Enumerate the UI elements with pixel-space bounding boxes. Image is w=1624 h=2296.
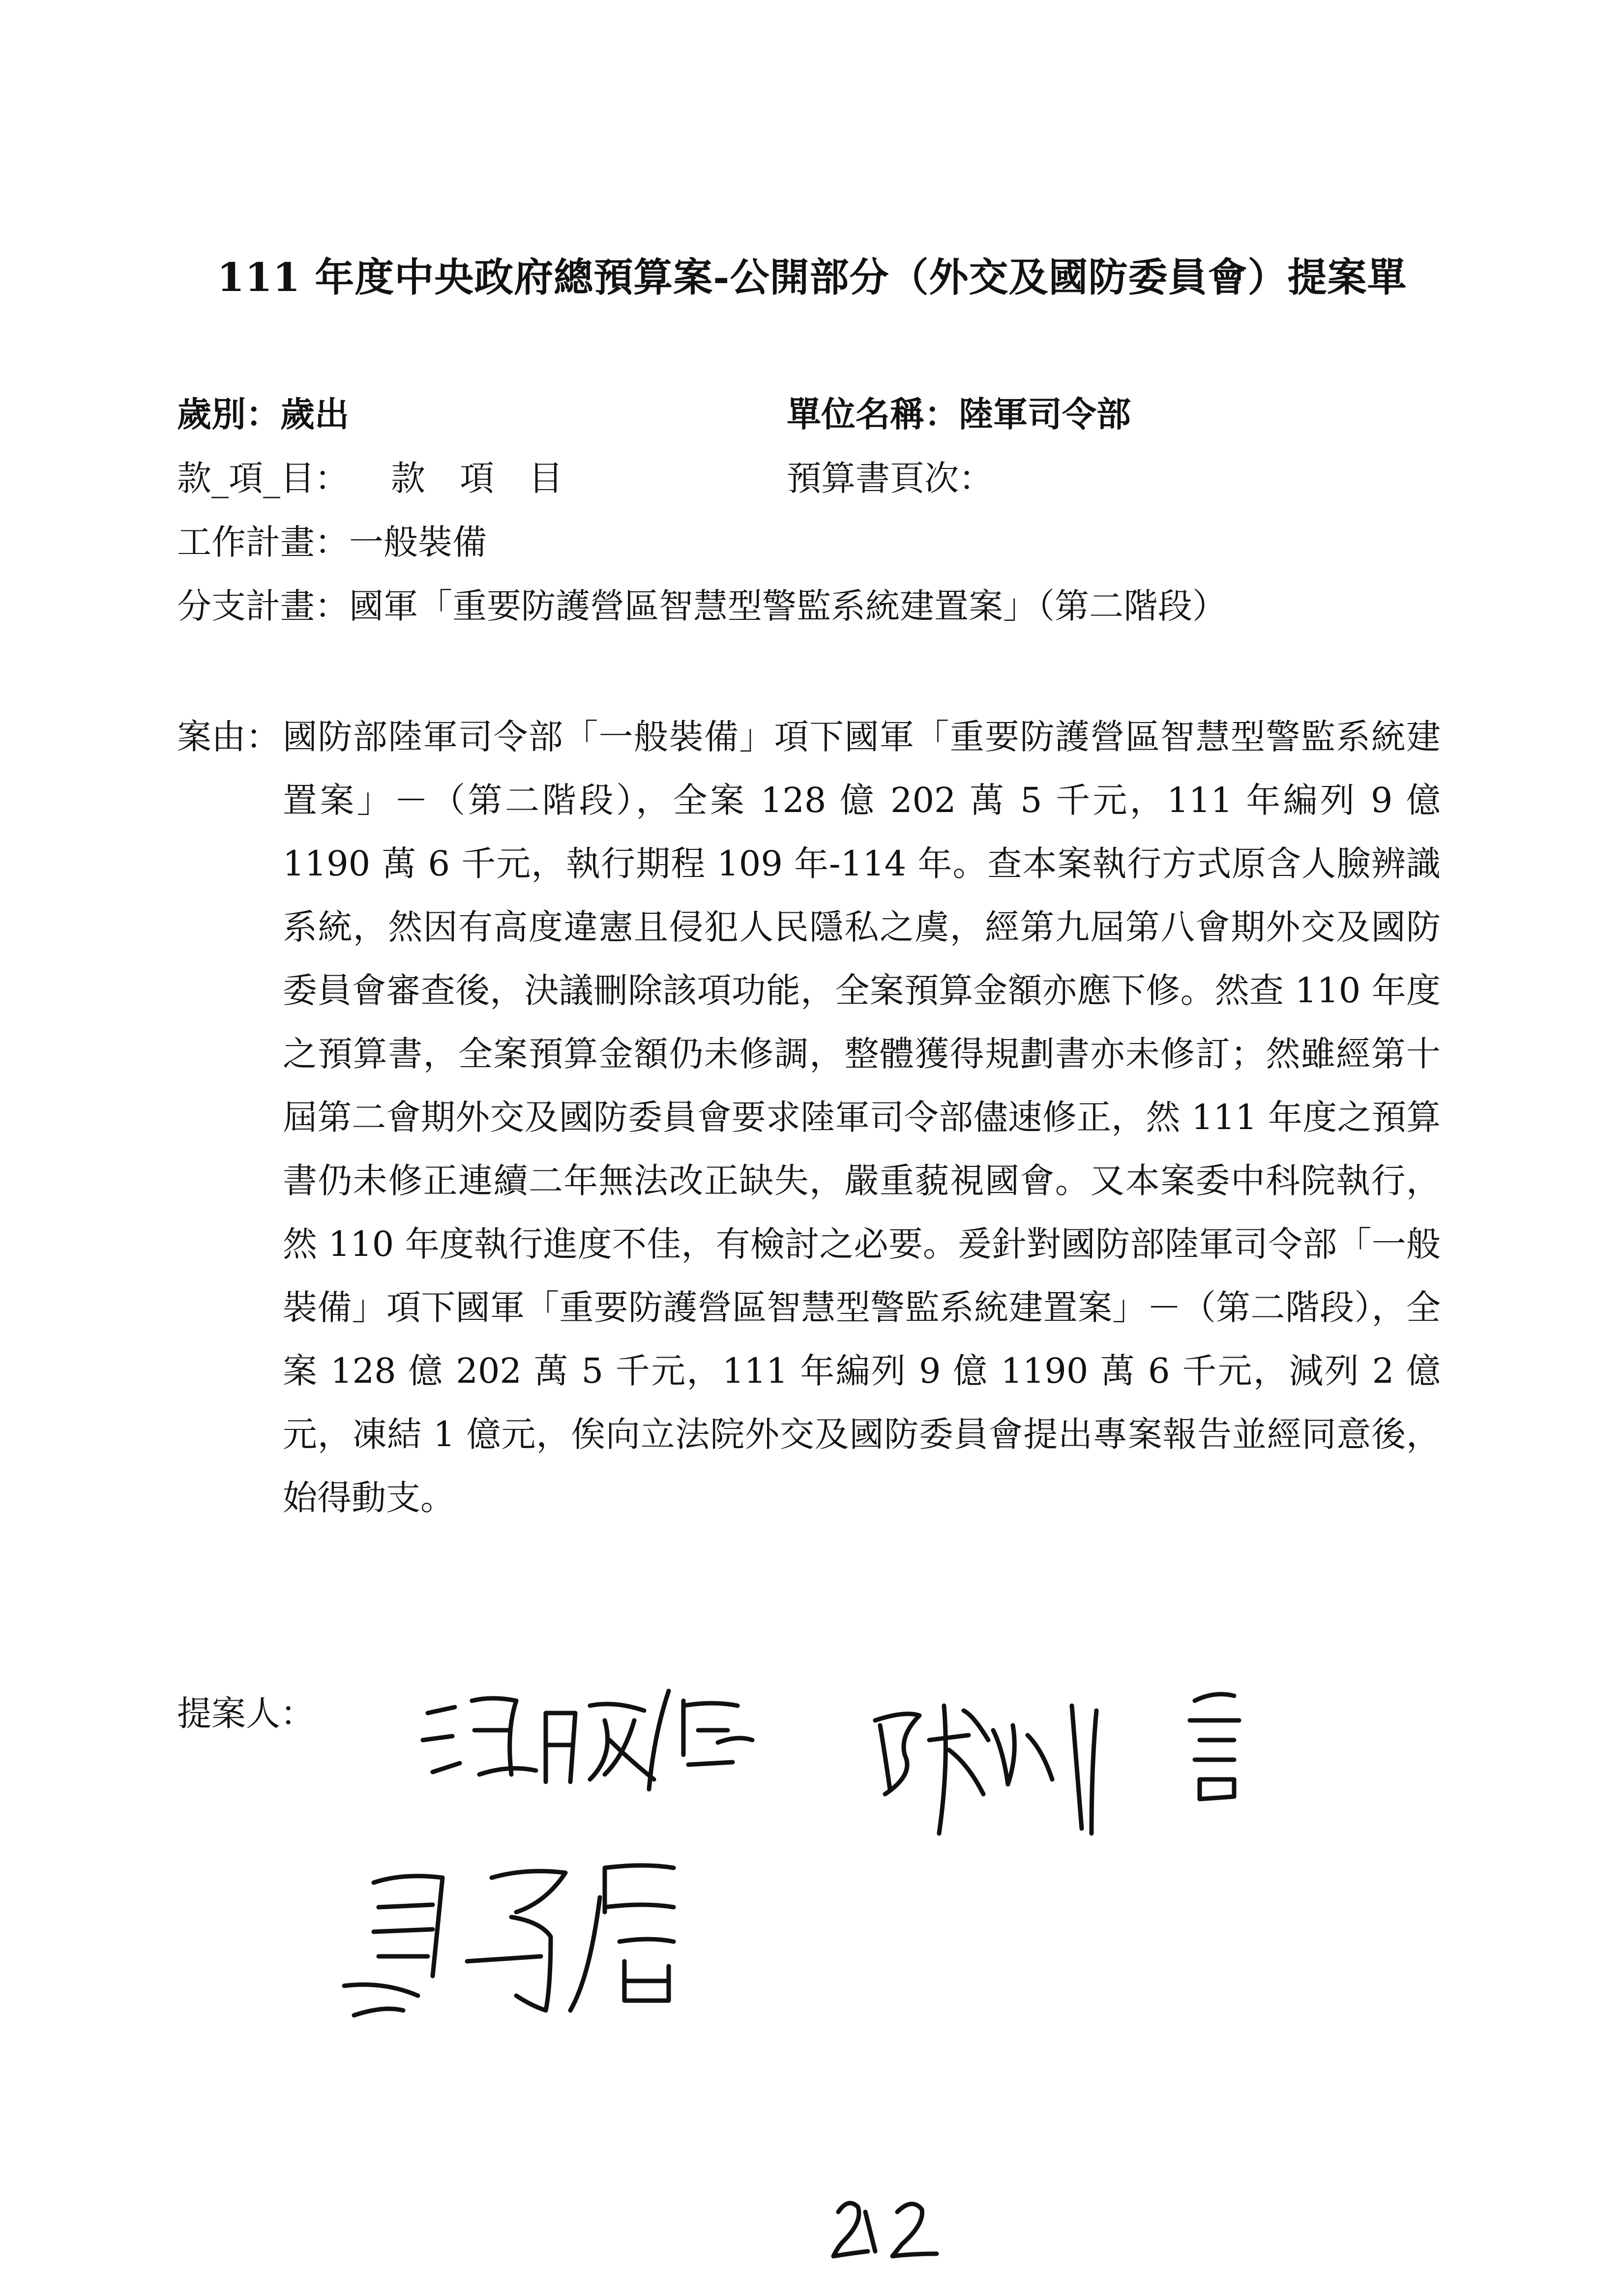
category-value: 歲出 (280, 394, 349, 435)
category-label: 歲別： (177, 394, 280, 435)
unit-label: 單位名稱： (787, 394, 959, 435)
reason-text: 國防部陸軍司令部「一般裝備」項下國軍「重要防護營區智慧型警監系統建置案」－（第二階段），全案 128 億 202 萬 5 千元，111 年編列 9 億 1190 萬 6 千元，執行期程 109 年-114 年。查本案執行方式原含人臉辨識系統，然因有高度違憲且侵犯人民隱私之虞，經第九屆第八會期外交及國防委員會審查後，決議刪除該項功能，全案預算金額亦應下修。然查 110 年度之預算書，全案預算金額仍未修調，整體獲得規劃書亦未修訂；然雖經第十屆第二會期外交及國防委員會要求陸軍司令部儘速修正，然 111 年度之預算書仍未修正連續二年無法改正缺失，嚴重藐視國會。又本案委中科院執行，然 110 年度執行進度不佳，有檢討之必要。爰針對國防部陸軍司令部「一般裝備」項下國軍「重要防護營區智慧型警監系統建置案」－（第二階段），全案 128 億 202 萬 5 千元，111 年編列 9 億 1190 萬 6 千元，減列 2 億元，凍結 1 億元，俟向立法院外交及國防委員會提出專案報告並經同意後，始得動支。 (283, 717, 1441, 1518)
reason-section (177, 705, 1441, 1530)
unit-field (787, 391, 1131, 438)
item-xiang: 項 (460, 458, 494, 498)
page-number-text: 212 (915, 2263, 924, 2268)
page-title: 111 年度中央政府總預算案-公開部分（外交及國防委員會）提案單 (217, 254, 1407, 300)
sub-plan-label: 分支計畫： (177, 586, 349, 626)
sub-plan-value: 國軍「重要防護營區智慧型警監系統建置案」（第二階段） (349, 586, 1227, 626)
page-number-mark (833, 2203, 937, 2256)
sub-plan-field (177, 582, 1227, 630)
unit-value: 陸軍司令部 (959, 394, 1131, 435)
work-plan-label: 工作計畫： (177, 522, 349, 562)
work-plan-value: 一般裝備 (349, 522, 487, 562)
proposer-label: 提案人： (177, 1693, 315, 1734)
budget-page-label: 預算書頁次： (787, 458, 993, 498)
work-plan-field (177, 519, 487, 566)
item-mu: 目 (529, 458, 563, 498)
signature-chen-yi-hsin (875, 1694, 1239, 1833)
reason-label: 案由： (177, 717, 280, 757)
signature-jiang-chi-chen (423, 1691, 752, 1789)
items-label: 款_項_目： (177, 458, 349, 498)
items-field (177, 455, 597, 502)
signature-ma-wen-chun (344, 1865, 674, 2015)
category-field (177, 391, 349, 438)
item-kuan: 款 (391, 458, 425, 498)
items-values (391, 458, 597, 498)
budget-page-field (787, 455, 993, 502)
